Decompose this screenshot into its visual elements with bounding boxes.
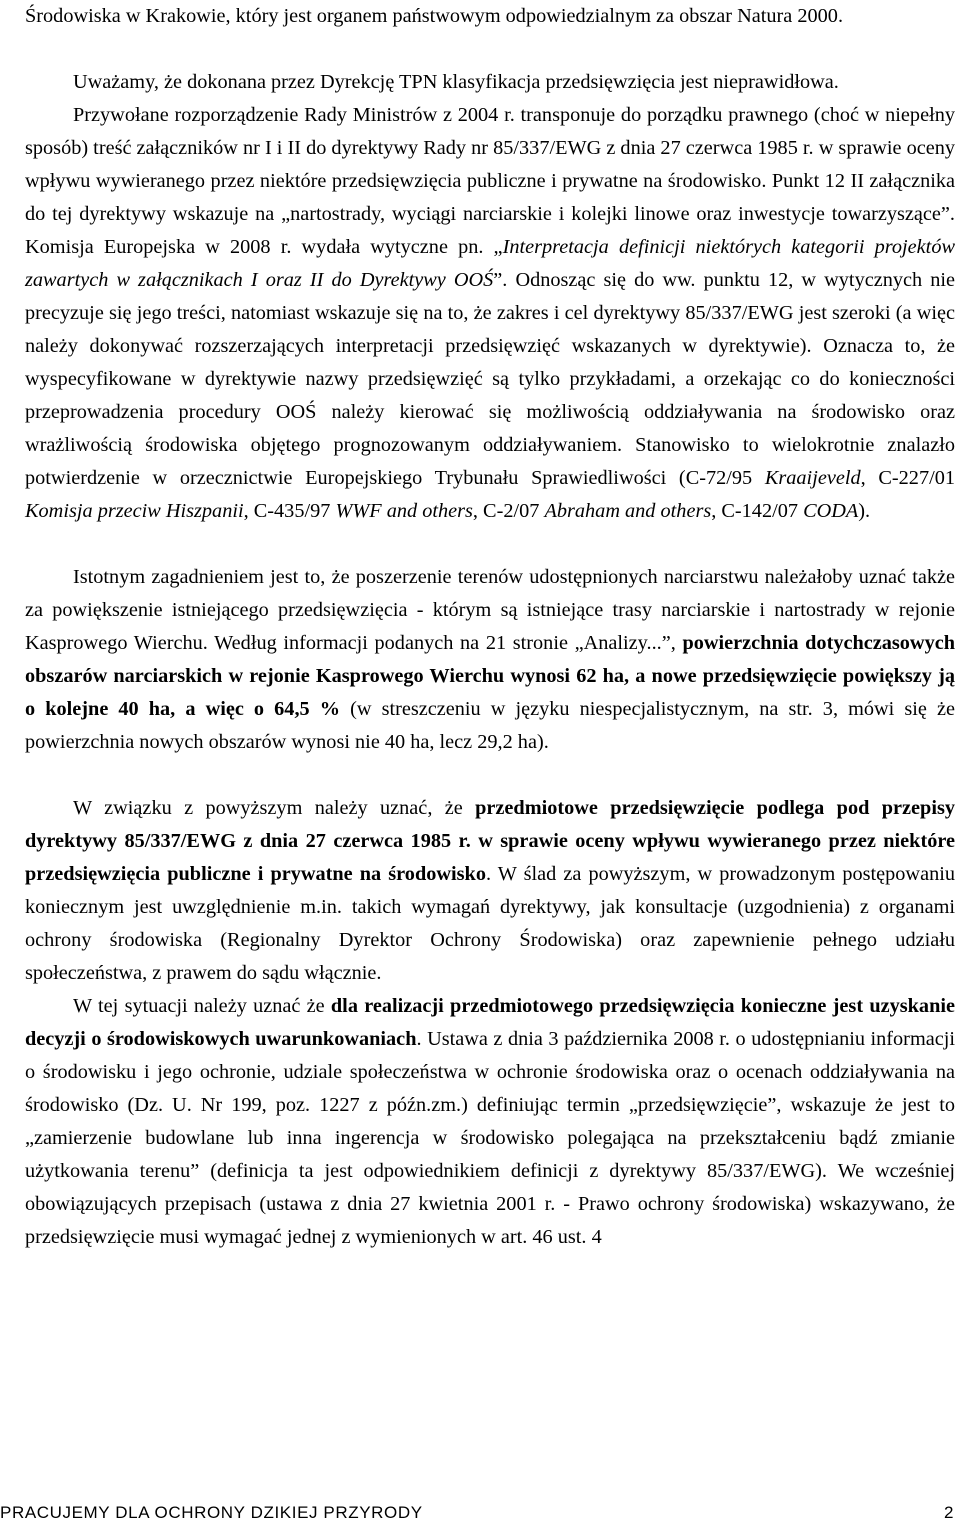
paragraph-3-text-g: ). xyxy=(858,500,871,522)
footer-organization: PRACUJEMY DLA OCHRONY DZIKIEJ PRZYRODY xyxy=(0,1503,423,1522)
paragraph-3-text-d: , C-435/97 xyxy=(243,500,336,522)
paragraph-3-text-a: Przywołane rozporządzenie Rady Ministrów z 2004 r. transponuje do porządku prawnego (choć w niepełny sposób) treść załączników nr I i II do dyrektywy Rady nr 85/337/EWG z dnia 27 czerwca 1985 r. w sprawie oceny wpływu wywieranego przez niektóre przedsięwzięcia publiczne i prywatne na środowisko. Punkt 12 II załącznika do tej dyrektywy wskazuje na „nartostrady, wyciągi narciarskie i kolejki linowe oraz inwestycje towarzyszące”. Komisja Europejska w 2008 r. wydała wytyczne pn. „ xyxy=(25,104,955,258)
paragraph-2 xyxy=(25,66,955,99)
paragraph-6-text-a: W tej sytuacji należy uznać że xyxy=(73,995,331,1017)
paragraph-4-text-b: (w streszczeniu w języku niespecjalistycznym, na str. 3, mówi się że powierzchnia nowych obszarów wynosi nie 40 ha, lecz 29,2 ha). xyxy=(25,698,955,753)
case-name-komisja: Komisja przeciw Hiszpanii xyxy=(25,500,244,522)
page-number: 2 xyxy=(943,1503,954,1522)
paragraph-6-text-b: . Ustawa z dnia 3 października 2008 r. o udostępnianiu informacji o środowisku i jego ochronie, udziale społeczeństwa w ochronie środowiska oraz o ocenach oddziaływania na środowisko (Dz. U. Nr 199, poz. 1227 z późn.zm.) definiując termin „przedsięwzięcie”, wskazuje że jest to „zamierzenie budowlane lub inna ingerencja w środowisko polegająca na przekształceniu bądź zmianie użytkowania terenu” (definicja ta jest odpowiednikiem definicji z dyrektywy 85/337/EWG). We wcześniej obowiązujących przepisach (ustawa z dnia 27 kwietnia 2001 r. - Prawo ochrony środowiska) wskazywano, że przedsięwzięcie musi wymagać jednej z wymienionych w art. 46 ust. 4 xyxy=(25,1028,955,1248)
paragraph-6-bold: dla realizacji przedmiotowego przedsięwzięcia konieczne jest uzyskanie decyzji o środowiskowych uwarunkowaniach xyxy=(25,995,955,1050)
paragraph-3 xyxy=(25,99,955,528)
paragraph-4-text-a: Istotnym zagadnieniem jest to, że poszerzenie terenów udostępnionych narciarstwu należałoby uznać także za powiększenie istniejącego przedsięwzięcia - którym są istniejące trasy narciarskie i nartostrady w rejonie Kasprowego Wierchu. Według informacji podanych na 21 stronie „Analizy...”, xyxy=(25,566,955,654)
paragraph-2-text: Uważamy, że dokonana przez Dyrekcję TPN klasyfikacja przedsięwzięcia jest nieprawidłowa. xyxy=(73,71,839,93)
paragraph-1 xyxy=(25,0,955,33)
guidelines-title: Interpretacja definicji niektórych kategorii projektów zawartych w załącznikach I oraz II do Dyrektywy OOŚ xyxy=(25,236,955,291)
paragraph-3-text-f: , C-142/07 xyxy=(711,500,804,522)
case-name-kraaijeveld: Kraaijeveld xyxy=(764,467,861,489)
paragraph-3-text-c: , C-227/01 xyxy=(860,467,955,489)
paragraph-3-text-e: , C-2/07 xyxy=(472,500,545,522)
case-name-abraham: Abraham and others xyxy=(544,500,712,522)
page-footer xyxy=(0,1493,960,1531)
case-name-wwf: WWF and others xyxy=(335,500,473,522)
paragraph-6 xyxy=(25,990,955,1254)
document-body xyxy=(25,0,955,1254)
paragraph-5-text-a: W związku z powyższym należy uznać, że xyxy=(73,797,476,819)
paragraph-1-text: Środowiska w Krakowie, który jest organem państwowym odpowiedzialnym za obszar Natura 2000. xyxy=(25,5,844,27)
paragraph-5-bold: przedmiotowe przedsięwzięcie podlega pod przepisy dyrektywy 85/337/EWG z dnia 27 czerwca 1985 r. w sprawie oceny wpływu wywieranego przez niektóre przedsięwzięcia publiczne i prywatne na środowisko xyxy=(25,797,955,885)
paragraph-5 xyxy=(25,792,955,990)
paragraph-5-text-b: . W ślad za powyższym, w prowadzonym postępowaniu koniecznym jest uwzględnienie m.in. takich wymagań dyrektywy, jak konsultacje (uzgodnienia) z organami ochrony środowiska (Regionalny Dyrektor Ochrony Środowiska) oraz zapewnienie pełnego udziału społeczeństwa, z prawem do sądu włącznie. xyxy=(25,863,955,984)
paragraph-4-bold: powierzchnia dotychczasowych obszarów narciarskich w rejonie Kasprowego Wierchu wynosi 62 ha, a nowe przedsięwzięcie powiększy ją o kolejne 40 ha, a więc o 64,5 % xyxy=(25,632,955,720)
paragraph-4 xyxy=(25,561,955,759)
paragraph-3-text-b: ”. Odnosząc się do ww. punktu 12, w wytycznych nie precyzuje się jego treści, natomiast wskazuje się na to, że zakres i cel dyrektywy 85/337/EWG jest szeroki (a więc należy dokonywać rozszerzających interpretacji przedsięwzięć wskazanych w dyrektywie). Oznacza to, że wyspecyfikowane w dyrektywie nazwy przedsięwzięć są tylko przykładami, a orzekając co do konieczności przeprowadzenia procedury OOŚ należy kierować się możliwością oddziaływania na środowisko oraz wrażliwością środowiska objętego prognozowanym oddziaływaniem. Stanowisko to wielokrotnie znalazło potwierdzenie w orzecznictwie Europejskiego Trybunału Sprawiedliwości (C-72/95 xyxy=(25,269,955,489)
case-name-coda: CODA xyxy=(803,500,859,522)
